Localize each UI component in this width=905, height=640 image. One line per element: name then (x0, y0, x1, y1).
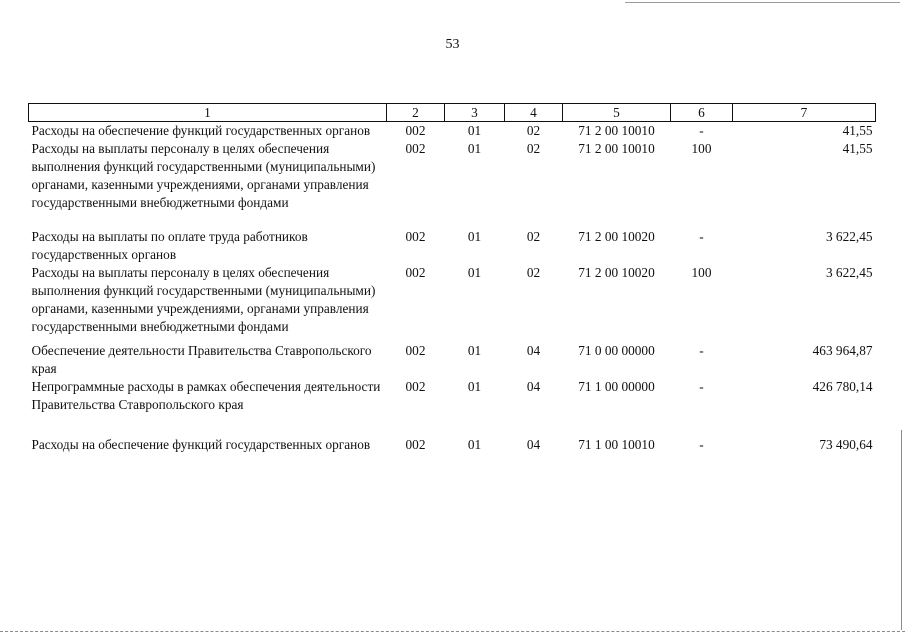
row-col5: 71 0 00 00000 (578, 343, 655, 358)
table-row (29, 378, 876, 414)
row-col4: 04 (526, 379, 541, 394)
row-name: Обеспечение деятельности Правительства Ставропольского края (31, 343, 372, 376)
header-col-2: 2 (387, 104, 445, 122)
table-row (29, 212, 876, 264)
row-name: Непрограммные расходы в рамках обеспечения деятельности Правительства Ставропольского края (31, 379, 381, 412)
row-name: Расходы на выплаты по оплате труда работников государственных органов (31, 229, 308, 262)
table-row (29, 264, 876, 336)
scan-edge-top (625, 2, 900, 3)
row-col2: 002 (405, 141, 426, 156)
header-col-4: 4 (505, 104, 563, 122)
row-amount: 41,55 (842, 141, 873, 156)
header-col-7: 7 (733, 104, 876, 122)
table-row (29, 336, 876, 378)
row-amount: 426 780,14 (812, 379, 873, 394)
row-col6: 100 (691, 141, 712, 156)
row-col6: - (699, 379, 704, 394)
row-col6: - (699, 229, 704, 244)
row-col2: 002 (405, 437, 426, 452)
table-row (29, 414, 876, 454)
row-col6: - (699, 437, 704, 452)
row-col5: 71 1 00 00000 (578, 379, 655, 394)
row-col5: 71 1 00 10010 (578, 437, 655, 452)
row-amount: 73 490,64 (819, 437, 873, 452)
row-col2: 002 (405, 265, 426, 280)
row-col3: 01 (467, 343, 482, 358)
row-col5: 71 2 00 10020 (578, 229, 655, 244)
row-col6: 100 (691, 265, 712, 280)
header-col-1: 1 (29, 104, 387, 122)
row-col5: 71 2 00 10010 (578, 123, 655, 138)
row-name: Расходы на обеспечение функций государственных органов (31, 437, 371, 452)
scan-edge-right (901, 430, 902, 630)
row-col2: 002 (405, 379, 426, 394)
row-col6: - (699, 343, 704, 358)
table-row (29, 140, 876, 212)
row-amount: 463 964,87 (812, 343, 873, 358)
header-col-3: 3 (445, 104, 505, 122)
header-col-6: 6 (671, 104, 733, 122)
row-col2: 002 (405, 123, 426, 138)
row-col4: 02 (526, 265, 541, 280)
row-name: Расходы на выплаты персоналу в целях обеспечения выполнения функций государственными (муниципальными) органами, казенными учреждениями, органами управления государственными внебюджетными фондами (31, 265, 376, 334)
row-col2: 002 (405, 229, 426, 244)
row-amount: 3 622,45 (825, 229, 873, 244)
row-col3: 01 (467, 265, 482, 280)
row-col4: 02 (526, 141, 541, 156)
table-row (29, 122, 876, 141)
row-col4: 04 (526, 437, 541, 452)
row-col3: 01 (467, 379, 482, 394)
row-amount: 41,55 (842, 123, 873, 138)
row-col3: 01 (467, 437, 482, 452)
row-col3: 01 (467, 229, 482, 244)
row-amount: 3 622,45 (825, 265, 873, 280)
row-col5: 71 2 00 10020 (578, 265, 655, 280)
row-col3: 01 (467, 123, 482, 138)
row-name: Расходы на выплаты персоналу в целях обеспечения выполнения функций государственными (муниципальными) органами, казенными учреждениями, органами управления государственными внебюджетными фондами (31, 141, 376, 210)
row-col6: - (699, 123, 704, 138)
row-col4: 04 (526, 343, 541, 358)
row-col3: 01 (467, 141, 482, 156)
header-row (29, 104, 876, 122)
row-col4: 02 (526, 229, 541, 244)
scan-edge-bottom (0, 631, 905, 632)
row-col5: 71 2 00 10010 (578, 141, 655, 156)
row-col2: 002 (405, 343, 426, 358)
row-name: Расходы на обеспечение функций государственных органов (31, 123, 371, 138)
page-number: 53 (445, 37, 460, 52)
budget-table (28, 103, 876, 454)
header-col-5: 5 (563, 104, 671, 122)
row-col4: 02 (526, 123, 541, 138)
